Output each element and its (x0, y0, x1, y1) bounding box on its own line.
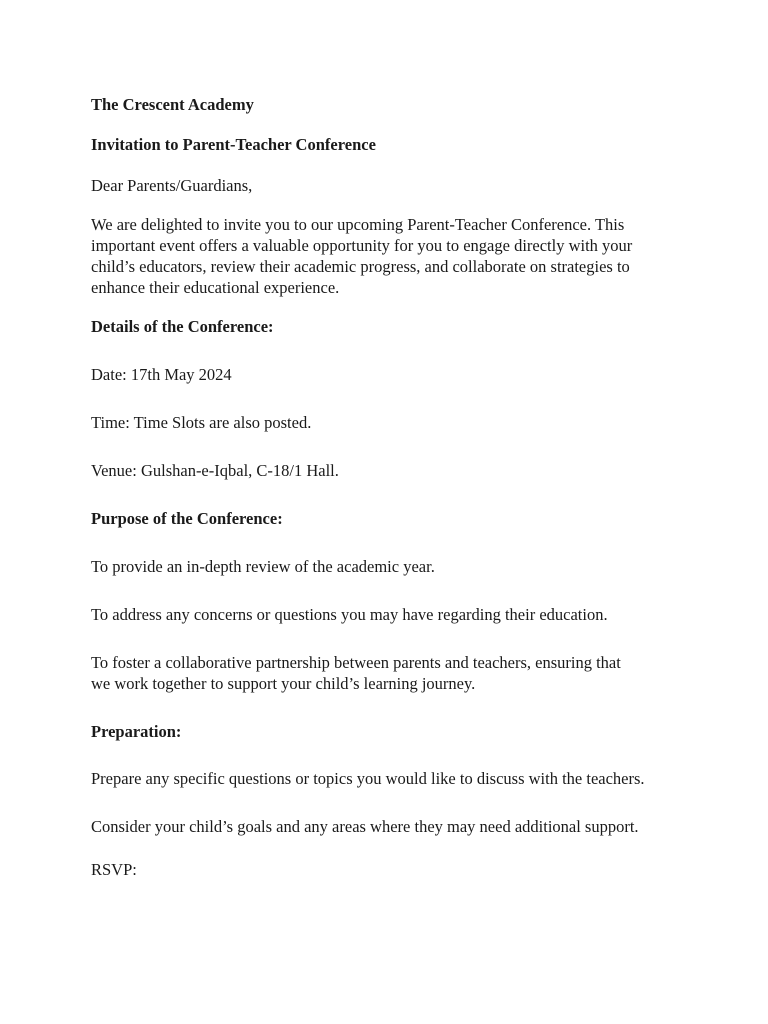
intro-line: enhance their educational experience. (91, 278, 340, 297)
rsvp-label: RSVP: (91, 860, 137, 879)
purpose-item-line: we work together to support your child’s learning journey. (91, 674, 476, 693)
purpose-item: To provide an in-depth review of the academic year. (91, 557, 435, 576)
salutation: Dear Parents/Guardians, (91, 176, 253, 195)
detail-venue: Venue: Gulshan-e-Iqbal, C-18/1 Hall. (91, 461, 339, 480)
purpose-heading: Purpose of the Conference: (91, 509, 283, 528)
preparation-heading: Preparation: (91, 722, 182, 741)
detail-time: Time: Time Slots are also posted. (91, 413, 312, 432)
intro-line: child’s educators, review their academic progress, and collaborate on strategies to (91, 257, 630, 276)
school-name: The Crescent Academy (91, 95, 254, 114)
details-heading: Details of the Conference: (91, 317, 274, 336)
preparation-item: Prepare any specific questions or topics you would like to discuss with the teachers. (91, 769, 645, 788)
preparation-item: Consider your child’s goals and any areas where they may need additional support. (91, 817, 639, 836)
document-title: Invitation to Parent-Teacher Conference (91, 135, 376, 154)
detail-date: Date: 17th May 2024 (91, 365, 232, 384)
purpose-item: To address any concerns or questions you may have regarding their education. (91, 605, 608, 624)
purpose-item-line: To foster a collaborative partnership between parents and teachers, ensuring that (91, 653, 621, 672)
intro-line: important event offers a valuable opportunity for you to engage directly with your (91, 236, 633, 255)
intro-line: We are delighted to invite you to our upcoming Parent-Teacher Conference. This (91, 215, 625, 234)
